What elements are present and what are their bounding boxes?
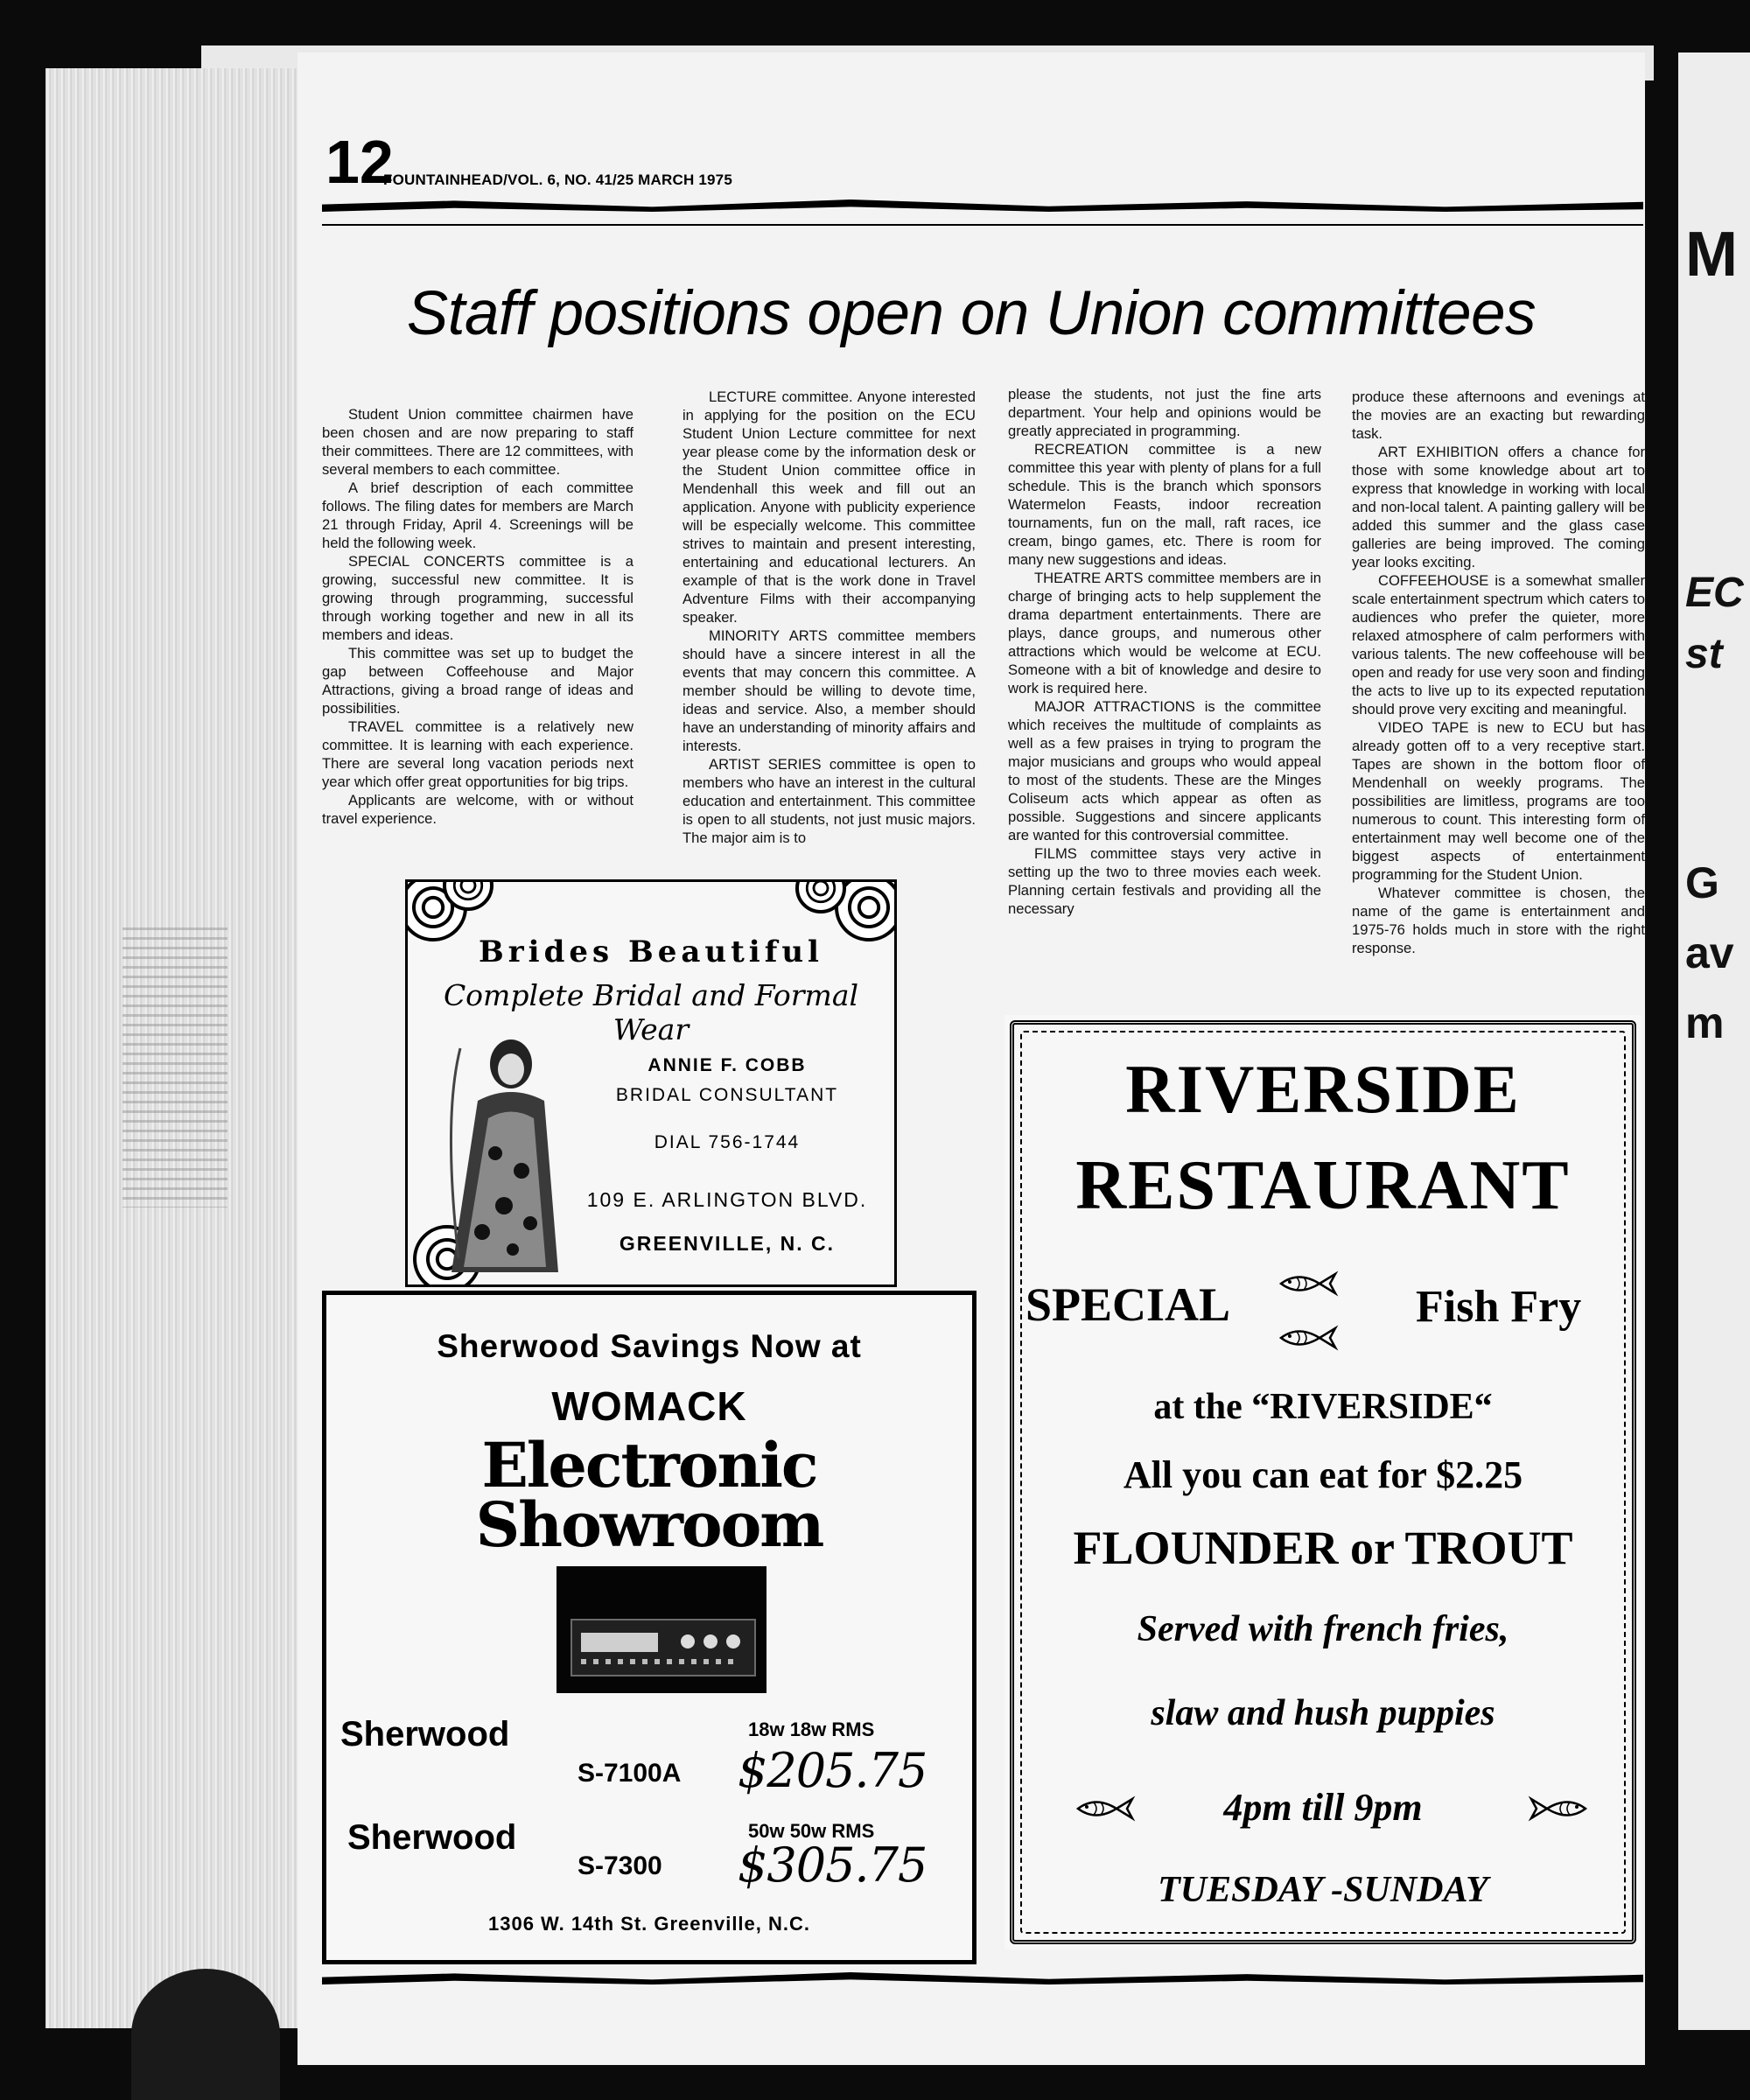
header-rule-thin — [322, 224, 1643, 226]
article-paragraph: ARTIST SERIES committee is open to members who have an interest in the cultural education and entertainment. This committee is open to all students, not just music majors. The major aim is to — [682, 756, 976, 846]
adjacent-fragment: av — [1685, 928, 1734, 977]
article-paragraph: Whatever committee is chosen, the name of the game is entertainment and 1975-76 holds much in store with the right response. — [1352, 885, 1645, 956]
fish-icon — [1278, 1323, 1339, 1353]
item-price: $305.75 — [738, 1838, 928, 1893]
consultant-role: BRIDAL CONSULTANT — [615, 1085, 839, 1105]
hours: 4pm till 9pm — [1223, 1786, 1423, 1829]
brides-city: GREENVILLE, N. C. — [619, 1232, 836, 1255]
article-paragraph: This committee was set up to budget the gap between Coffeehouse and Major Attractions, giving a broad range of ideas and possibilities. — [322, 645, 634, 717]
article-column-4 — [1352, 388, 1645, 957]
riverside-name-1: RIVERSIDE — [1125, 1051, 1521, 1127]
article-paragraph: Student Union committee chairmen have been chosen and are now preparing to staff their committees. There are 12 committees, with several members to each committee. — [322, 406, 634, 478]
fish-icon — [1278, 1269, 1339, 1298]
article-paragraph: COFFEEHOUSE is a somewhat smaller scale entertainment spectrum which caters to audiences who prefer the quieter, more relaxed atmosphere of calm performers with various talents. The new coffeehouse will be open and ready for use very soon and finding the acts to live up to its expected reputation should prove very exciting and meaningful. — [1352, 572, 1645, 718]
article-paragraph: ART EXHIBITION offers a chance for those with some knowledge about art to express that knowledge in working with local and non-local talent. A painting gallery will be added this summer and the glass case galleries are being improved. The coming year looks exciting. — [1352, 444, 1645, 570]
sherwood-headline: Sherwood Savings Now at — [437, 1328, 862, 1364]
article-paragraph: SPECIAL CONCERTS committee is a growing, successful new committee. It is growing through programming, successful through working together and new in all its members and ideas. — [322, 553, 634, 643]
item-brand: Sherwood — [347, 1818, 517, 1857]
scanner-thumb — [131, 1969, 280, 2100]
adjacent-fragment: st — [1685, 631, 1723, 677]
item-watts: 18w 18w RMS — [748, 1718, 875, 1740]
article-paragraph: LECTURE committee. Anyone interested in applying for the position on the ECU Student Union Lecture committee for next year please come by the information desk or the Student Union committee office in Mendenhall this week and fill out an application. Anyone with publicity experience will be especially welcome. This committee strives to maintain and present interesting, entertaining and educational lecturers. An example of that is the work done in Travel Adventure Films with their accompanying speaker. — [682, 388, 976, 626]
womack-name: WOMACK — [551, 1383, 747, 1429]
brides-phone: DIAL 756-1744 — [654, 1132, 801, 1152]
item-price: $205.75 — [738, 1743, 928, 1798]
flounder-or-trout: FLOUNDER or TROUT — [1073, 1522, 1573, 1574]
item-brand: Sherwood — [340, 1715, 510, 1754]
page-number: 12 — [326, 128, 394, 196]
brides-title: Brides Beautiful — [479, 934, 823, 970]
adjacent-page-fragment — [1678, 52, 1750, 2030]
article-paragraph: A brief description of each committee follows. The filing dates for members are March 21 through Friday, April 4. Screenings will be held the following week. — [322, 480, 634, 551]
article-paragraph: RECREATION committee is a new committee this year with plenty of plans for a full schedule. This is the branch which sponsors Watermelon Feasts, indoor recreation tournaments, fun on the mall, raft races, ice cream, bingo games, etc. There is room for many new suggestions and ideas. — [1008, 441, 1321, 568]
masthead: FOUNTAINHEAD/VOL. 6, NO. 41/25 MARCH 1975 — [383, 172, 732, 188]
consultant-name: ANNIE F. COBB — [648, 1055, 807, 1075]
article-paragraph: Applicants are welcome, with or without travel experience. — [322, 792, 634, 827]
article-paragraph: TRAVEL committee is a relatively new committee. It is learning with each experience. There are several long vacation periods next year which offer great opportunities for big trips. — [322, 718, 634, 790]
adjacent-fragment: m — [1685, 998, 1725, 1047]
item-model: S-7100A — [578, 1759, 682, 1788]
days: TUESDAY -SUNDAY — [1158, 1870, 1488, 1910]
article-column-2 — [682, 388, 976, 847]
electronic-word: Electronic — [481, 1429, 817, 1502]
article-paragraph: MINORITY ARTS committee members should have a sincere interest in all the events that may concern this committee. A member should be willing to devote time, ideas and service. Also, a member should have an understanding of minority affairs and interests. — [682, 627, 976, 754]
article-paragraph: FILMS committee stays very active in setting up the two to three movies each week. Planning certain festivals and providing all the necessary — [1008, 845, 1321, 917]
adjacent-fragment: EC — [1685, 570, 1744, 616]
adjacent-fragment: G — [1685, 858, 1719, 907]
edge-marks — [122, 928, 228, 1208]
brides-address: 109 E. ARLINGTON BLVD. — [586, 1188, 868, 1211]
article-paragraph: produce these afternoons and evenings at the movies are an exacting but rewarding task. — [1352, 388, 1645, 442]
at-the-riverside: at the “RIVERSIDE“ — [1153, 1387, 1493, 1427]
brides-beautiful-ad — [405, 879, 897, 1287]
article-column-3 — [1008, 385, 1321, 918]
riverside-name-2: RESTAURANT — [1075, 1147, 1571, 1224]
item-model: S-7300 — [578, 1852, 662, 1880]
slaw-hush-puppies: slaw and hush puppies — [1151, 1693, 1495, 1733]
riverside-restaurant-ad — [1004, 1015, 1642, 1950]
article-paragraph: MAJOR ATTRACTIONS is the committee which receives the multitude of complaints as well as a few praises in trying to program the major musicians and groups who would appeal to most of the students. These are the Minges Coliseum acts which appear as often as possible. Suggestions and sincere applicants are wanted for this controversial committee. — [1008, 698, 1321, 844]
fish-fry-label: Fish Fry — [1416, 1282, 1582, 1332]
adjacent-fragment: M — [1685, 220, 1738, 290]
item-watts: 50w 50w RMS — [748, 1820, 875, 1842]
womack-address: 1306 W. 14th St. Greenville, N.C. — [487, 1913, 811, 1935]
article-paragraph: please the students, not just the fine arts department. Your help and opinions would be greatly appreciated in programming. — [1008, 386, 1321, 439]
womack-sherwood-ad — [322, 1291, 976, 1964]
showroom-word: Showroom — [475, 1488, 823, 1561]
article-paragraph: VIDEO TAPE is new to ECU but has already gotten off to a very receptive start. Tapes are shown in the bottom floor of Mendenhall on weekly programs. The possibilities are limitless, programs are too numerous to count. This interesting form of entertainment may well become one of the biggest aspects of entertainment programming for the Student Union. — [1352, 719, 1645, 883]
article-paragraph: THEATRE ARTS committee members are in charge of bringing acts to help supplement the drama department entertainments. There are plays, dance groups, and numerous other attractions which would be welcome at ECU. Someone with a bit of knowledge and desire to work is required here. — [1008, 570, 1321, 696]
all-you-can-eat: All you can eat for $2.25 — [1123, 1453, 1523, 1496]
served-with: Served with french fries, — [1137, 1609, 1509, 1649]
fish-icon — [1528, 1794, 1589, 1824]
bride-illustration-icon — [443, 1013, 565, 1276]
brides-subtitle: Complete Bridal and Formal Wear — [443, 978, 859, 1046]
article-column-1 — [322, 405, 634, 828]
special-label: SPECIAL — [1026, 1278, 1231, 1331]
stereo-receiver-icon — [556, 1566, 766, 1693]
headline: Staff positions open on Union committees — [406, 279, 1536, 348]
